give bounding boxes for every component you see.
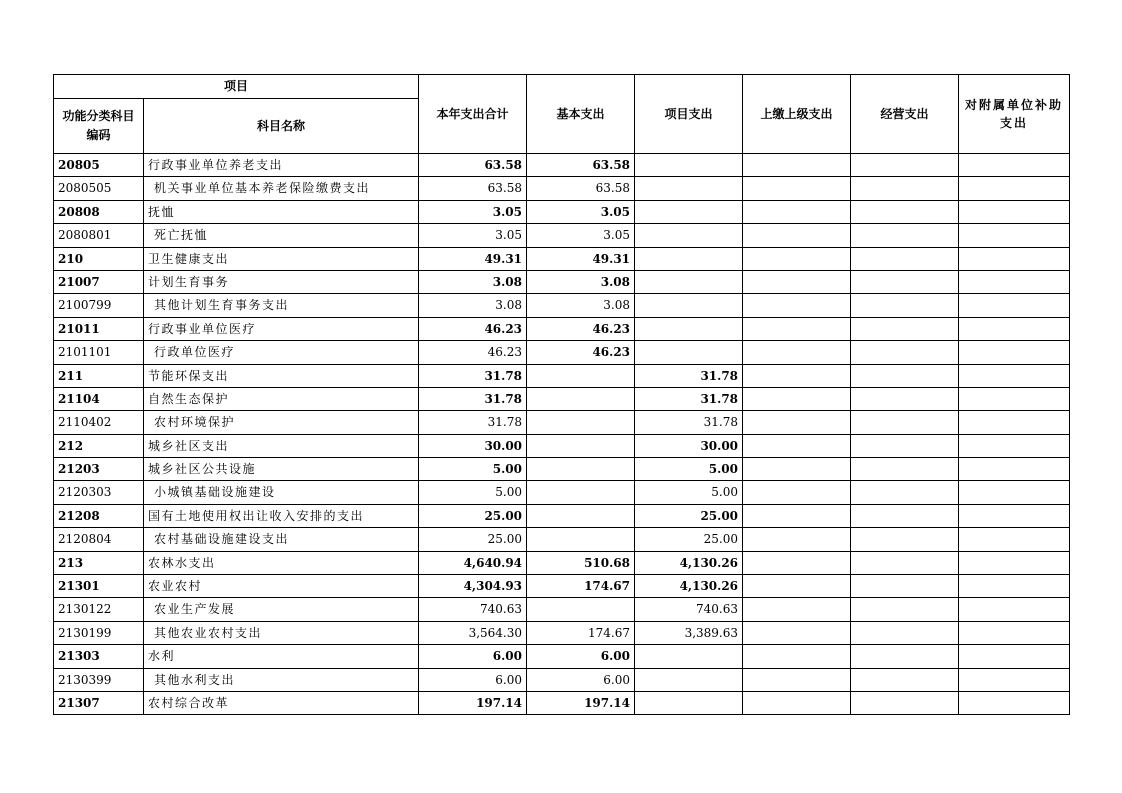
row-project: 25.00 bbox=[635, 504, 743, 527]
row-name: 其他水利支出 bbox=[144, 668, 419, 691]
row-remit bbox=[743, 668, 851, 691]
row-basic: 197.14 bbox=[527, 691, 635, 714]
row-basic bbox=[527, 364, 635, 387]
header-name: 科目名称 bbox=[144, 99, 419, 154]
row-basic: 3.05 bbox=[527, 200, 635, 223]
row-project bbox=[635, 247, 743, 270]
row-project: 31.78 bbox=[635, 364, 743, 387]
row-code: 212 bbox=[54, 434, 144, 457]
row-total: 4,640.94 bbox=[419, 551, 527, 574]
row-subsidy bbox=[959, 691, 1070, 714]
row-remit bbox=[743, 364, 851, 387]
row-project: 5.00 bbox=[635, 481, 743, 504]
row-project bbox=[635, 177, 743, 200]
row-basic bbox=[527, 411, 635, 434]
row-project bbox=[635, 691, 743, 714]
row-remit bbox=[743, 481, 851, 504]
table-row bbox=[54, 224, 1070, 247]
row-code: 210 bbox=[54, 247, 144, 270]
row-operating bbox=[851, 224, 959, 247]
table-row bbox=[54, 668, 1070, 691]
row-subsidy bbox=[959, 645, 1070, 668]
table-row bbox=[54, 504, 1070, 527]
row-project bbox=[635, 224, 743, 247]
table-row bbox=[54, 691, 1070, 714]
row-code: 211 bbox=[54, 364, 144, 387]
table-row bbox=[54, 621, 1070, 644]
row-total: 63.58 bbox=[419, 177, 527, 200]
row-name: 水利 bbox=[144, 645, 419, 668]
row-basic bbox=[527, 481, 635, 504]
row-basic: 63.58 bbox=[527, 177, 635, 200]
table-row bbox=[54, 270, 1070, 293]
row-total: 31.78 bbox=[419, 411, 527, 434]
table-row bbox=[54, 481, 1070, 504]
header-group-item: 项目 bbox=[54, 75, 419, 99]
row-operating bbox=[851, 458, 959, 481]
row-name: 死亡抚恤 bbox=[144, 224, 419, 247]
table-row bbox=[54, 411, 1070, 434]
row-project bbox=[635, 270, 743, 293]
row-remit bbox=[743, 575, 851, 598]
row-total: 197.14 bbox=[419, 691, 527, 714]
row-basic: 3.08 bbox=[527, 294, 635, 317]
row-remit bbox=[743, 551, 851, 574]
row-project bbox=[635, 294, 743, 317]
row-code: 2130399 bbox=[54, 668, 144, 691]
row-basic bbox=[527, 528, 635, 551]
row-project: 4,130.26 bbox=[635, 575, 743, 598]
row-subsidy bbox=[959, 317, 1070, 340]
row-operating bbox=[851, 154, 959, 177]
row-operating bbox=[851, 200, 959, 223]
row-operating bbox=[851, 341, 959, 364]
row-code: 21208 bbox=[54, 504, 144, 527]
row-remit bbox=[743, 200, 851, 223]
row-project: 4,130.26 bbox=[635, 551, 743, 574]
row-subsidy bbox=[959, 621, 1070, 644]
table-row bbox=[54, 200, 1070, 223]
row-subsidy bbox=[959, 294, 1070, 317]
row-remit bbox=[743, 247, 851, 270]
row-operating bbox=[851, 247, 959, 270]
row-subsidy bbox=[959, 458, 1070, 481]
row-total: 3.05 bbox=[419, 224, 527, 247]
row-name: 农林水支出 bbox=[144, 551, 419, 574]
row-project bbox=[635, 200, 743, 223]
row-operating bbox=[851, 668, 959, 691]
row-project: 3,389.63 bbox=[635, 621, 743, 644]
row-subsidy bbox=[959, 434, 1070, 457]
header-basic: 基本支出 bbox=[527, 75, 635, 154]
row-code: 2120804 bbox=[54, 528, 144, 551]
row-basic: 6.00 bbox=[527, 645, 635, 668]
table-row bbox=[54, 317, 1070, 340]
expenditure-table-container bbox=[53, 74, 1070, 715]
row-code: 213 bbox=[54, 551, 144, 574]
row-remit bbox=[743, 341, 851, 364]
table-row bbox=[54, 434, 1070, 457]
row-remit bbox=[743, 387, 851, 410]
row-operating bbox=[851, 387, 959, 410]
table-row bbox=[54, 247, 1070, 270]
table-row bbox=[54, 598, 1070, 621]
row-operating bbox=[851, 270, 959, 293]
row-project: 31.78 bbox=[635, 387, 743, 410]
row-total: 3.05 bbox=[419, 200, 527, 223]
row-code: 2100799 bbox=[54, 294, 144, 317]
row-remit bbox=[743, 270, 851, 293]
header-remit: 上缴上级支出 bbox=[743, 75, 851, 154]
row-project bbox=[635, 317, 743, 340]
row-basic bbox=[527, 598, 635, 621]
row-operating bbox=[851, 598, 959, 621]
table-row bbox=[54, 551, 1070, 574]
table-row bbox=[54, 387, 1070, 410]
row-total: 31.78 bbox=[419, 387, 527, 410]
row-basic: 63.58 bbox=[527, 154, 635, 177]
row-basic: 46.23 bbox=[527, 341, 635, 364]
row-code: 2080505 bbox=[54, 177, 144, 200]
row-name: 节能环保支出 bbox=[144, 364, 419, 387]
row-code: 21104 bbox=[54, 387, 144, 410]
row-code: 2101101 bbox=[54, 341, 144, 364]
row-remit bbox=[743, 434, 851, 457]
table-row bbox=[54, 294, 1070, 317]
table-body bbox=[54, 154, 1070, 715]
row-project: 5.00 bbox=[635, 458, 743, 481]
row-project: 740.63 bbox=[635, 598, 743, 621]
row-operating bbox=[851, 411, 959, 434]
row-operating bbox=[851, 177, 959, 200]
row-basic: 174.67 bbox=[527, 621, 635, 644]
table-row bbox=[54, 645, 1070, 668]
row-remit bbox=[743, 317, 851, 340]
row-subsidy bbox=[959, 247, 1070, 270]
row-code: 21203 bbox=[54, 458, 144, 481]
row-subsidy bbox=[959, 528, 1070, 551]
row-subsidy bbox=[959, 551, 1070, 574]
row-remit bbox=[743, 528, 851, 551]
row-total: 63.58 bbox=[419, 154, 527, 177]
row-subsidy bbox=[959, 154, 1070, 177]
row-name: 行政单位医疗 bbox=[144, 341, 419, 364]
row-operating bbox=[851, 575, 959, 598]
row-project: 30.00 bbox=[635, 434, 743, 457]
row-subsidy bbox=[959, 341, 1070, 364]
row-total: 5.00 bbox=[419, 481, 527, 504]
row-remit bbox=[743, 294, 851, 317]
row-name: 行政事业单位养老支出 bbox=[144, 154, 419, 177]
row-total: 5.00 bbox=[419, 458, 527, 481]
header-total: 本年支出合计 bbox=[419, 75, 527, 154]
row-operating bbox=[851, 294, 959, 317]
row-total: 49.31 bbox=[419, 247, 527, 270]
row-name: 农业农村 bbox=[144, 575, 419, 598]
row-total: 25.00 bbox=[419, 528, 527, 551]
row-operating bbox=[851, 645, 959, 668]
row-subsidy bbox=[959, 575, 1070, 598]
row-code: 20808 bbox=[54, 200, 144, 223]
row-name: 行政事业单位医疗 bbox=[144, 317, 419, 340]
row-total: 25.00 bbox=[419, 504, 527, 527]
row-name: 农业生产发展 bbox=[144, 598, 419, 621]
row-operating bbox=[851, 317, 959, 340]
row-subsidy bbox=[959, 504, 1070, 527]
row-subsidy bbox=[959, 364, 1070, 387]
row-name: 小城镇基础设施建设 bbox=[144, 481, 419, 504]
row-code: 21307 bbox=[54, 691, 144, 714]
header-subsidy: 对附属单位补助支出 bbox=[959, 75, 1070, 154]
row-operating bbox=[851, 528, 959, 551]
row-subsidy bbox=[959, 387, 1070, 410]
row-name: 其他计划生育事务支出 bbox=[144, 294, 419, 317]
expenditure-table bbox=[53, 74, 1070, 715]
row-operating bbox=[851, 481, 959, 504]
row-remit bbox=[743, 621, 851, 644]
row-subsidy bbox=[959, 411, 1070, 434]
row-remit bbox=[743, 458, 851, 481]
row-total: 6.00 bbox=[419, 668, 527, 691]
table-row bbox=[54, 458, 1070, 481]
row-total: 3,564.30 bbox=[419, 621, 527, 644]
row-code: 20805 bbox=[54, 154, 144, 177]
row-name: 自然生态保护 bbox=[144, 387, 419, 410]
row-operating bbox=[851, 551, 959, 574]
row-subsidy bbox=[959, 481, 1070, 504]
row-basic bbox=[527, 434, 635, 457]
row-project: 31.78 bbox=[635, 411, 743, 434]
row-name: 卫生健康支出 bbox=[144, 247, 419, 270]
row-code: 21007 bbox=[54, 270, 144, 293]
row-basic bbox=[527, 504, 635, 527]
row-total: 4,304.93 bbox=[419, 575, 527, 598]
row-project bbox=[635, 341, 743, 364]
header-code: 功能分类科目编码 bbox=[54, 99, 144, 154]
table-row bbox=[54, 575, 1070, 598]
row-code: 2080801 bbox=[54, 224, 144, 247]
row-code: 2130199 bbox=[54, 621, 144, 644]
row-remit bbox=[743, 224, 851, 247]
row-remit bbox=[743, 504, 851, 527]
row-code: 21011 bbox=[54, 317, 144, 340]
row-operating bbox=[851, 434, 959, 457]
table-row bbox=[54, 154, 1070, 177]
row-total: 46.23 bbox=[419, 341, 527, 364]
row-remit bbox=[743, 154, 851, 177]
row-total: 3.08 bbox=[419, 270, 527, 293]
row-total: 740.63 bbox=[419, 598, 527, 621]
row-basic: 46.23 bbox=[527, 317, 635, 340]
row-name: 其他农业农村支出 bbox=[144, 621, 419, 644]
table-row bbox=[54, 341, 1070, 364]
row-code: 2130122 bbox=[54, 598, 144, 621]
header-project: 项目支出 bbox=[635, 75, 743, 154]
row-project: 25.00 bbox=[635, 528, 743, 551]
row-total: 3.08 bbox=[419, 294, 527, 317]
row-code: 2110402 bbox=[54, 411, 144, 434]
row-total: 30.00 bbox=[419, 434, 527, 457]
row-basic: 3.08 bbox=[527, 270, 635, 293]
table-row bbox=[54, 528, 1070, 551]
row-remit bbox=[743, 691, 851, 714]
row-basic: 49.31 bbox=[527, 247, 635, 270]
row-basic: 6.00 bbox=[527, 668, 635, 691]
row-subsidy bbox=[959, 598, 1070, 621]
row-basic bbox=[527, 387, 635, 410]
row-subsidy bbox=[959, 200, 1070, 223]
row-basic: 174.67 bbox=[527, 575, 635, 598]
row-subsidy bbox=[959, 224, 1070, 247]
row-name: 城乡社区支出 bbox=[144, 434, 419, 457]
row-operating bbox=[851, 504, 959, 527]
row-subsidy bbox=[959, 270, 1070, 293]
row-project bbox=[635, 154, 743, 177]
row-subsidy bbox=[959, 668, 1070, 691]
row-name: 国有土地使用权出让收入安排的支出 bbox=[144, 504, 419, 527]
table-row bbox=[54, 177, 1070, 200]
row-remit bbox=[743, 177, 851, 200]
row-subsidy bbox=[959, 177, 1070, 200]
row-name: 抚恤 bbox=[144, 200, 419, 223]
row-name: 计划生育事务 bbox=[144, 270, 419, 293]
row-name: 农村环境保护 bbox=[144, 411, 419, 434]
row-basic: 3.05 bbox=[527, 224, 635, 247]
row-basic: 510.68 bbox=[527, 551, 635, 574]
row-name: 机关事业单位基本养老保险缴费支出 bbox=[144, 177, 419, 200]
row-operating bbox=[851, 364, 959, 387]
row-total: 6.00 bbox=[419, 645, 527, 668]
row-basic bbox=[527, 458, 635, 481]
row-operating bbox=[851, 621, 959, 644]
table-row bbox=[54, 364, 1070, 387]
row-project bbox=[635, 645, 743, 668]
row-operating bbox=[851, 691, 959, 714]
row-name: 城乡社区公共设施 bbox=[144, 458, 419, 481]
row-total: 31.78 bbox=[419, 364, 527, 387]
row-remit bbox=[743, 411, 851, 434]
row-name: 农村基础设施建设支出 bbox=[144, 528, 419, 551]
row-code: 21303 bbox=[54, 645, 144, 668]
row-total: 46.23 bbox=[419, 317, 527, 340]
row-code: 2120303 bbox=[54, 481, 144, 504]
row-remit bbox=[743, 598, 851, 621]
row-name: 农村综合改革 bbox=[144, 691, 419, 714]
row-remit bbox=[743, 645, 851, 668]
row-project bbox=[635, 668, 743, 691]
header-operating: 经营支出 bbox=[851, 75, 959, 154]
row-code: 21301 bbox=[54, 575, 144, 598]
